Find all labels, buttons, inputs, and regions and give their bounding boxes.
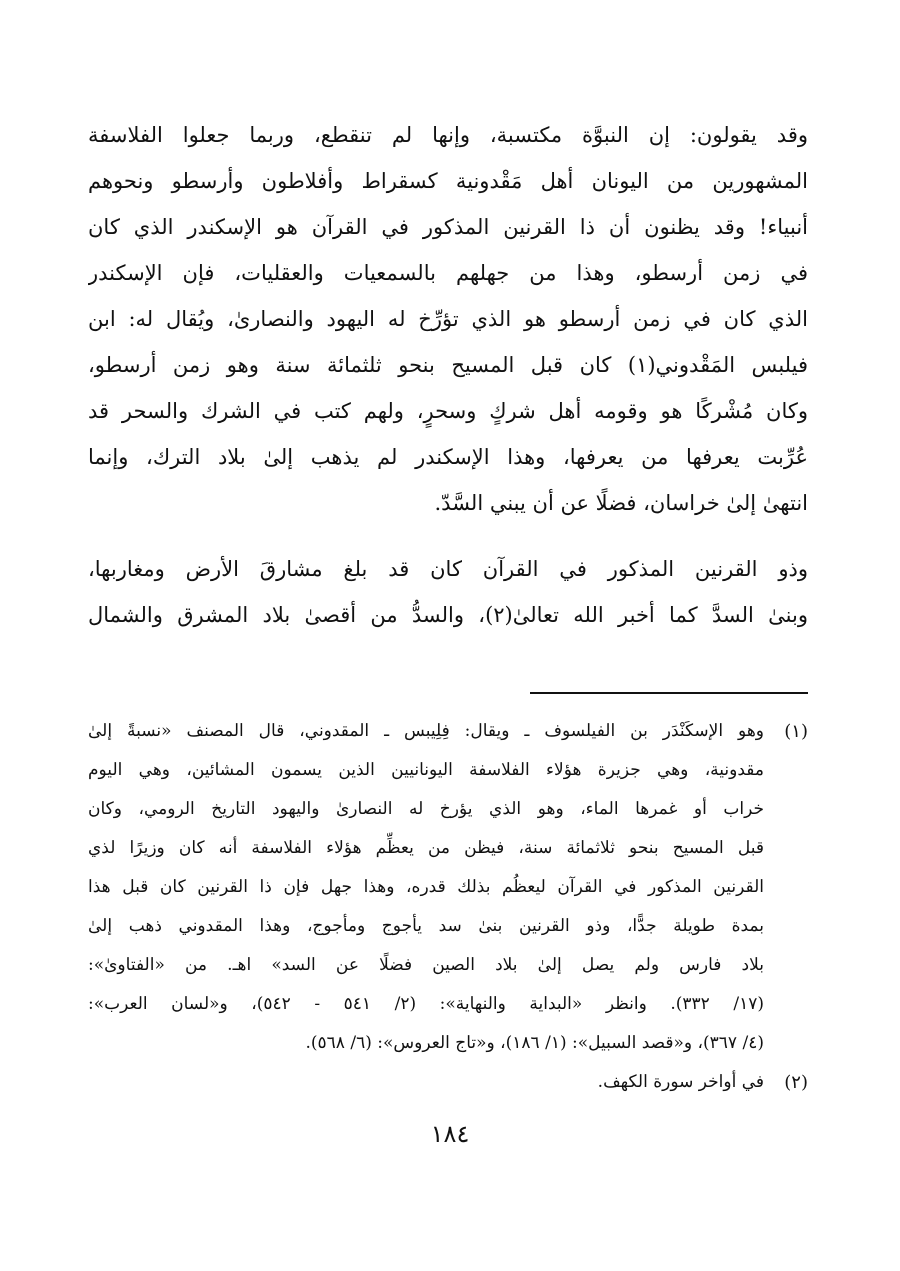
footnote-line: في أواخر سورة الكهف.: [597, 1072, 764, 1092]
footnote-separator: [530, 692, 808, 694]
footnote-line: قبل المسيح بنحو ثلاثمائة سنة، فيظن من يعظِّم هؤلاء الفلاسفة أنه كان وزيرًا لذي: [88, 838, 764, 858]
footnote-line: خراب أو غمرها الماء، وهو الذي يؤرخ له النصارىٰ واليهود التاريخ الرومي، وكان: [88, 799, 764, 819]
text-line: عُرِّبت يعرفها من يعرفها، وهذا الإسكندر لم يذهب إلىٰ بلاد الترك، وإنما: [88, 445, 808, 469]
text-line: في زمن أرسطو، وهذا من جهلهم بالسمعيات والعقليات، فإن الإسكندر: [88, 261, 808, 285]
main-text: [88, 112, 808, 638]
footnote-body: [88, 712, 764, 1063]
footnote-body: [88, 1063, 764, 1102]
footnote-line: بلاد فارس ولم يصل إلىٰ بلاد الصين فضلًا عن السد» اهـ. من «الفتاوىٰ»:: [88, 955, 764, 975]
footnote-line: (١٧/ ٣٣٢). وانظر «البداية والنهاية»: (٢/ ٥٤١ - ٥٤٢)، و«لسان العرب»:: [88, 994, 764, 1014]
footnote-line: (٤/ ٣٦٧)، و«قصد السبيل»: (١/ ١٨٦)، و«تاج العروس»: (٦/ ٥٦٨).: [305, 1033, 764, 1053]
footnotes: [88, 712, 808, 1102]
footnote: [88, 1063, 808, 1102]
footnote-line: مقدونية، وهي جزيرة هؤلاء الفلاسفة اليونانيين الذين يسمون المشائين، وهي اليوم: [88, 760, 764, 780]
text-line: فيلبس المَقْدوني(١) كان قبل المسيح بنحو ثلثمائة سنة وهو زمن أرسطو،: [88, 353, 808, 377]
footnote-line: وهو الإسكَنْدَر بن الفيلسوف ـ ويقال: فِلِيبس ـ المقدوني، قال المصنف «نسبةً إلىٰ: [88, 721, 764, 741]
text-line: وقد يقولون: إن النبوَّة مكتسبة، وإنها لم تنقطع، وربما جعلوا الفلاسفة: [88, 123, 808, 147]
footnote-number: (١): [784, 721, 808, 742]
footnote: [88, 712, 808, 1063]
text-line: وذو القرنين المذكور في القرآن كان قد بلغ مشارقَ الأرض ومغاربها،: [88, 557, 808, 581]
text-line: الذي كان في زمن أرسطو هو الذي تؤرِّخ له اليهود والنصارىٰ، ويُقال له: ابن: [88, 307, 808, 331]
footnote-line: بمدة طويلة جدًّا، وذو القرنين بنىٰ سد يأجوج ومأجوج، وهذا المقدوني ذهب إلىٰ: [88, 916, 764, 936]
page-number: ١٨٤: [430, 1120, 470, 1148]
paragraph: [88, 112, 808, 526]
text-line: وبنىٰ السدَّ كما أخبر الله تعالىٰ(٢)، والسدُّ من أقصىٰ بلاد المشرق والشمال: [88, 603, 808, 627]
footnote-number: (٢): [784, 1072, 808, 1093]
footnote-line: القرنين المذكور في القرآن ليعظُم بذلك قدره، وهذا جهل فإن ذا القرنين كان قبل هذا: [88, 877, 764, 897]
text-line: أنبياء! وقد يظنون أن ذا القرنين المذكور في القرآن هو الإسكندر الذي كان: [88, 215, 808, 239]
text-line: المشهورين من اليونان أهل مَقْدونية كسقراط وأفلاطون وأرسطو ونحوهم: [88, 169, 808, 193]
text-line: انتهىٰ إلىٰ خراسان، فضلًا عن أن يبني السَّدّ.: [434, 491, 808, 515]
paragraph: [88, 546, 808, 638]
text-line: وكان مُشْركًا هو وقومه أهل شركٍ وسحرٍ، ولهم كتب في الشرك والسحر قد: [88, 399, 808, 423]
paragraph-gap: [88, 526, 808, 546]
